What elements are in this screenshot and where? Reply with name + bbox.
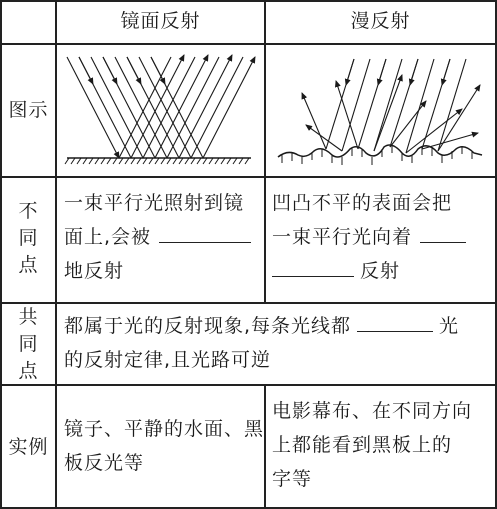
answer-blank[interactable] <box>159 222 251 243</box>
mirror-example-text: 镜子、平静的水面、黑 板反光等 <box>64 418 265 474</box>
row-label-example: 实例 <box>8 436 49 458</box>
header-diffuse-reflection: 漫反射 <box>350 10 411 32</box>
diffuse-example-text: 电影幕布、在不同方向 上都能看到黑板上的 字等 <box>272 400 473 490</box>
diffuse-difference-text: 凹凸不平的表面会把 一束平行光向着 反射 <box>272 186 494 288</box>
diffuse-reflection-diagram <box>266 45 495 176</box>
mirror-reflection-diagram <box>57 45 264 176</box>
row-label-difference: 不同点 <box>18 200 38 276</box>
row-label-common: 共同点 <box>18 306 38 382</box>
answer-blank[interactable] <box>357 311 433 332</box>
common-text: 都属于光的反射现象,每条光线都 光 的反射定律,且光路可逆 <box>64 309 494 377</box>
row-label-figure: 图示 <box>8 99 49 121</box>
answer-blank[interactable] <box>420 222 466 243</box>
mirror-difference-text: 一束平行光照射到镜 面上,会被 地反射 <box>64 186 264 288</box>
header-mirror-reflection: 镜面反射 <box>120 10 201 32</box>
answer-blank[interactable] <box>272 256 354 277</box>
